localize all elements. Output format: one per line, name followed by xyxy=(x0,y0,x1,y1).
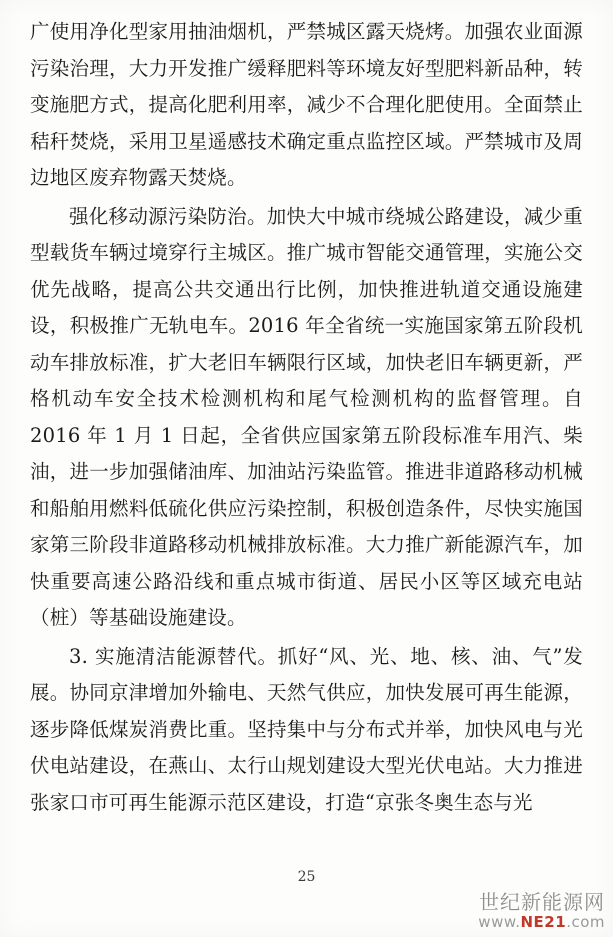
watermark-url-prefix: www. xyxy=(478,912,521,931)
watermark-site-name: 世纪新能源网 xyxy=(479,889,605,914)
watermark-url-suffix: .com xyxy=(566,912,605,931)
watermark xyxy=(478,891,605,931)
body-paragraph-3: 3. 实施清洁能源替代。抓好“风、光、地、核、油、气”发展。协同京津增加外输电、天然气供应，加快发展可再生能源，逐步降低煤炭消费比重。坚持集中与分布式并举，加快风电与光伏电站建设，在燕山、太行山规划建设大型光伏电站。大力推进张家口市可再生能源示范区建设，打造“京张冬奥生态与光 xyxy=(30,644,583,814)
watermark-url-accent: NE21 xyxy=(520,912,567,931)
page-number: 25 xyxy=(297,869,316,885)
watermark-site-url xyxy=(478,914,605,931)
body-paragraph-2: 强化移动源污染防治。加快大中城市绕城公路建设，减少重型载货车辆过境穿行主城区。推广城市智能交通管理，实施公交优先战略，提高公共交通出行比例，加快推进轨道交通设施建设，积极推广无轨电车。2016 年全省统一实施国家第五阶段机动车排放标准，扩大老旧车辆限行区域，加快老旧车辆更新，严格机动车安全技术检测机构和尾气检测机构的监督管理。自 2016 年 1 月 1 日起，全省供应国家第五阶段标准车用汽、柴油，进一步加强储油库、加油站污染监管。推进非道路移动机械和船舶用燃料低硫化供应污染控制，积极创造条件，尽快实施国家第三阶段非道路移动机械排放标准。大力推广新能源汽车，加快重要高速公路沿线和重点城市街道、居民小区等区域充电站（桩）等基础设施建设。 xyxy=(30,204,583,629)
body-paragraph-1: 广使用净化型家用抽油烟机，严禁城区露天烧烤。加强农业面源污染治理，大力开发推广缓释肥料等环境友好型肥料新品种，转变施肥方式，提高化肥利用率，减少不合理化肥使用。全面禁止秸秆焚烧，采用卫星遥感技术确定重点监控区域。严禁城市及周边地区废弃物露天焚烧。 xyxy=(30,20,583,189)
